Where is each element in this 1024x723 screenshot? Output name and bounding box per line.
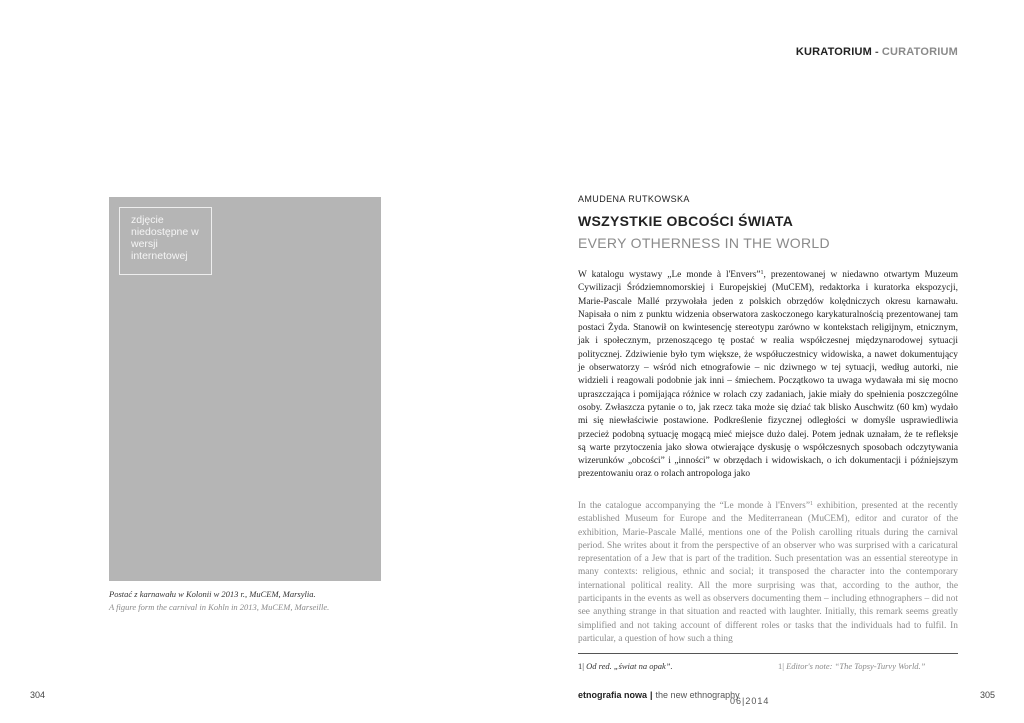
journal-name: etnografia nowa bbox=[578, 690, 648, 700]
footnote-pl bbox=[578, 661, 673, 671]
article-body-en bbox=[578, 500, 958, 646]
footnote-ref-en[interactable]: 1 bbox=[810, 501, 813, 507]
journal-footer bbox=[578, 690, 740, 700]
footnote-en-marker: 1| bbox=[778, 661, 784, 671]
section-header bbox=[796, 46, 958, 58]
journal-name-en: the new ethnography bbox=[655, 690, 740, 700]
page-number-left: 304 bbox=[30, 690, 46, 700]
section-separator: - bbox=[874, 46, 879, 58]
page-number-right: 305 bbox=[980, 690, 996, 700]
footnote-en bbox=[778, 661, 925, 671]
article-title-en: EVERY OTHERNESS IN THE WORLD bbox=[578, 235, 830, 251]
journal-separator: | bbox=[650, 690, 653, 700]
body-en-text-rest: exhibition, presented at the recently established Museum for Europe and the Mediterranean (MuCEM), editor and curator of the exhibition, Marie-Pascale Mallé, mentions one of the Polish carolling rituals during the carnival period. She writes about it from the perspective of an observer who was surprised with a caricatural representation of a Jew that is part of the tradition. Such presentation was an essential stereotype in many contexts: religious, ethnic and social; it transposed the character into the contemporary international political reality. All the more surprising was that, according to the author, the participants in the events as well as observers documenting them – including ethnographers – did not see anything strange in that situation and reacted with laughter. Initially, this remark seems greatly simplified and not taking account of different roles or tasks that the individuals had to fulfil. In particular, a question of how such a thing bbox=[578, 501, 958, 644]
footnote-ref-pl[interactable]: 1 bbox=[760, 270, 764, 276]
body-en-text-start: In the catalogue accompanying the “Le monde à l'Envers” bbox=[578, 501, 810, 511]
body-pl-text-rest: , prezentowanej w niedawno otwartym Muzeum Cywilizacji Śródziemnomorskiej i Europejskiej (MuCEM), redaktorka i kuratorka ekspozycji, Marie-Pascale Mallé przywołała jeden z polskich obrzędów kolędniczych okresu karnawału. Napisała o nim z punktu widzenia obserwatora zaskoczonego karykaturalnością prezentowanej tam postaci Żyda. Stanowił on kwintesencję stereotypu zarówno w kontekstach religijnym, etnicznym, jak i społecznym, przenoszącego tę postać w realia współczesnej międzynarodowej sytuacji politycznej. Zdziwienie było tym większe, że współuczestnicy widowiska, a nawet dokumentujący je obserwatorzy – wśród nich etnografowie – nic dziwnego w tej sytuacji, według autorki, nie widzieli i reagowali podobnie jak inni – śmiechem. Początkowo ta uwaga wydawała mi się mocno upraszczająca i pomijająca różnice w rolach czy zadaniach, jakie miały do spełnienia poszczególne osoby. Zwłaszcza pytanie o to, jak rzecz taka może się dziać tak blisko Auschwitz (60 km) wydało mi się niewłaściwie postawione. Podkreślenie fizycznej odległości w domyśle usprawiedliwia przecież podobną sytuację mogącą mieć miejsce dużo dalej. Potem jednak uznałam, że te refleksje są warte przytoczenia jako słowa otwierające dyskusję o współczesnych sposobach odczytywania wizerunków „obcości” i „inności” w obrzędach i widowiskach, o ich dokumentacji i późniejszym prezentowaniu oraz o rolach antropologa jako bbox=[578, 270, 958, 480]
section-title-en: CURATORIUM bbox=[881, 46, 958, 58]
section-title-pl: KURATORIUM bbox=[795, 46, 872, 58]
footnote-pl-text: Od red. „świat na opak”. bbox=[586, 661, 673, 671]
footnote-divider bbox=[578, 653, 958, 654]
article-body-pl bbox=[578, 269, 958, 482]
article-author: AMUDENA RUTKOWSKA bbox=[578, 194, 690, 204]
footnote-en-text: Editor's note: “The Topsy-Turvy World.” bbox=[786, 661, 926, 671]
article-title-pl: WSZYSTKIE OBCOŚCI ŚWIATA bbox=[578, 213, 794, 229]
photo-unavailable-note: zdjęcie niedostępne w wersji internetowej bbox=[119, 207, 212, 275]
footnote-pl-marker: 1| bbox=[578, 661, 584, 671]
photo-placeholder bbox=[109, 197, 381, 581]
figure-caption-en: A figure form the carnival in Kohln in 2013, MuCEM, Marseille. bbox=[109, 602, 330, 612]
issue-number: 06|2014 bbox=[730, 696, 770, 706]
body-pl-text-start: W katalogu wystawy „Le monde à l'Envers” bbox=[578, 270, 761, 280]
figure-caption-pl: Postać z karnawału w Kolonii w 2013 r., MuCEM, Marsylia. bbox=[109, 589, 316, 599]
